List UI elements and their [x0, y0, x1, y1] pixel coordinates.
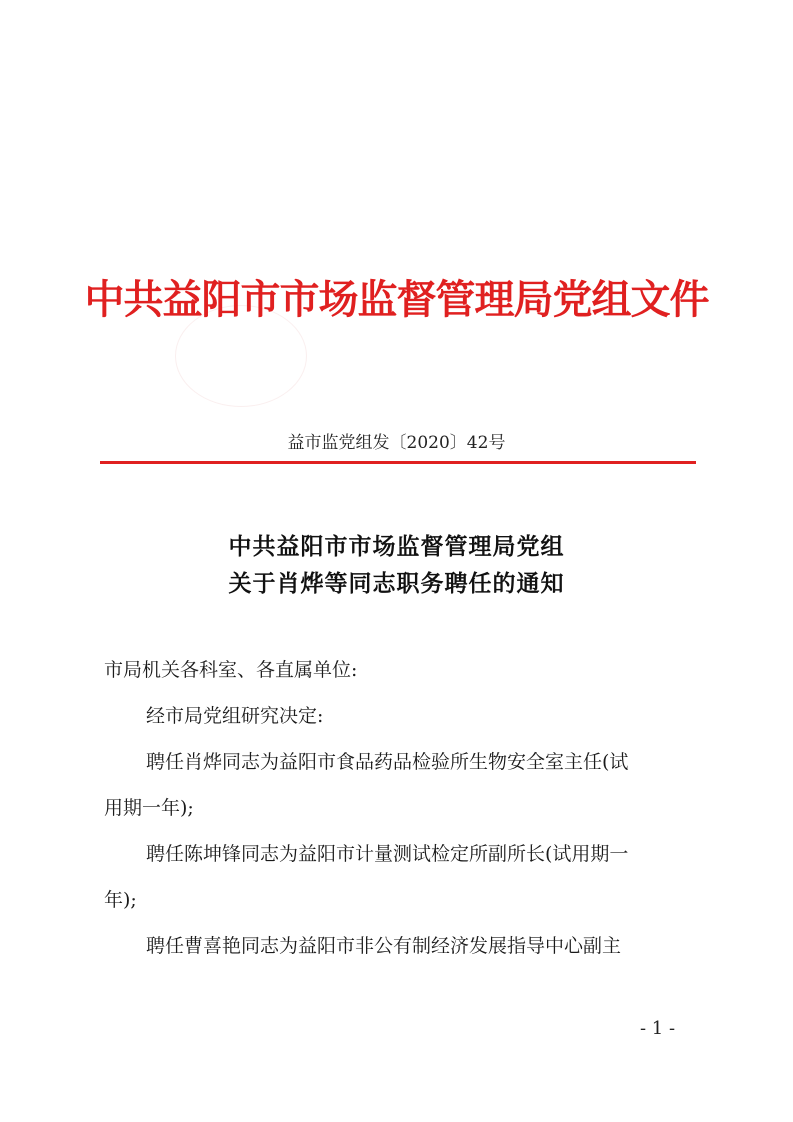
body-paragraph-line: 用期一年); — [104, 797, 194, 819]
body-paragraph-line: 聘任曹喜艳同志为益阳市非公有制经济发展指导中心副主 — [146, 935, 622, 957]
page-number: - 1 - — [640, 1018, 676, 1039]
addressee-line: 市局机关各科室、各直属单位: — [104, 659, 358, 681]
body-paragraph-line: 经市局党组研究决定: — [146, 705, 324, 727]
document-number: 益市监党组发〔2020〕42号 — [287, 433, 506, 453]
notice-title-line-1: 中共益阳市市场监督管理局党组 — [228, 533, 565, 560]
header-red-divider — [100, 461, 696, 464]
body-paragraph-line: 聘任陈坤锋同志为益阳市计量测试检定所副所长(试用期一 — [146, 843, 629, 865]
body-paragraph-line: 年); — [104, 889, 137, 911]
body-paragraph-line: 聘任肖烨同志为益阳市食品药品检验所生物安全室主任(试 — [146, 751, 629, 773]
notice-title-line-2: 关于肖烨等同志职务聘任的通知 — [228, 570, 565, 597]
document-header-title: 中共益阳市市场监督管理局党组文件 — [84, 276, 709, 323]
